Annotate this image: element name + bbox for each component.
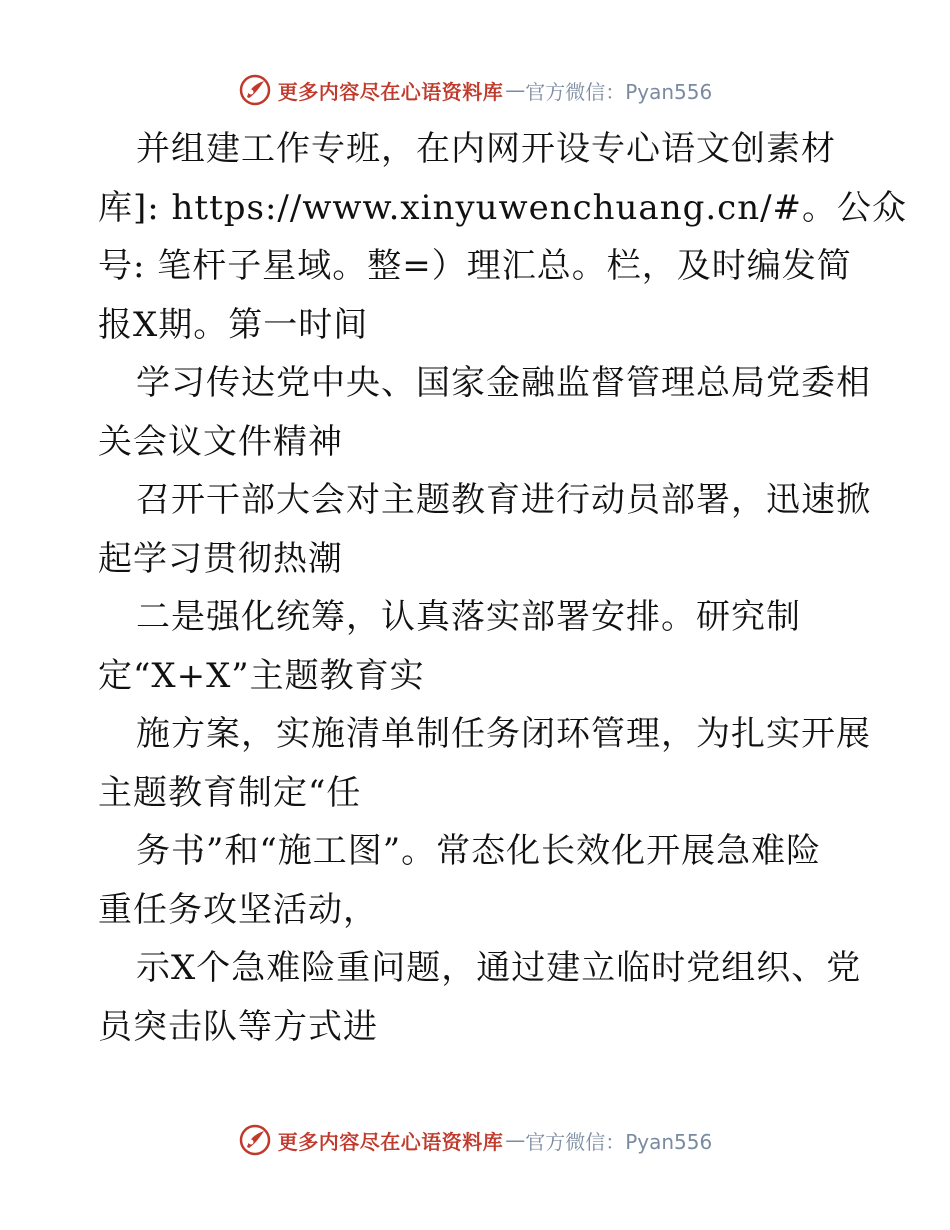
body-line: 起学习贯彻热潮	[98, 538, 343, 579]
header-banner	[0, 70, 950, 110]
body-line: 主题教育制定“任	[98, 772, 362, 813]
brand-logo-icon	[238, 1123, 272, 1157]
body-line: 员突击队等方式进	[98, 1006, 378, 1047]
header-wechat-text: 官方微信：Pyan556	[525, 79, 713, 104]
body-line: 并组建工作专班，在内网开设专心语文创素材	[136, 129, 836, 169]
body-line: 定“X+X”主题教育实	[98, 655, 425, 696]
footer-wechat-text: 官方微信：Pyan556	[525, 1129, 713, 1154]
body-line: 重任务攻坚活动，	[98, 889, 378, 930]
body-line: 学习传达党中央、国家金融监督管理总局党委相	[136, 363, 871, 403]
body-line: 务书”和“施工图”。常态化长效化开展急难险	[136, 831, 822, 871]
body-line: 报X期。第一时间	[98, 304, 369, 345]
document-body	[98, 120, 908, 1056]
footer-banner	[0, 1120, 950, 1160]
header-promo-text: 更多内容尽在心语资料库	[277, 79, 504, 104]
body-line: 示X个急难险重问题，通过建立临时党组织、党	[136, 948, 862, 988]
footer-promo-text: 更多内容尽在心语资料库	[277, 1129, 504, 1154]
body-line: 号: 笔杆子星域。整=）理汇总。栏，及时编发简	[98, 246, 852, 286]
body-line: 库]: https://www.xinyuwenchuang.cn/#。公众	[98, 187, 908, 228]
header-separator: —	[505, 78, 526, 102]
body-line: 二是强化统筹，认真落实部署安排。研究制	[136, 597, 801, 637]
footer-separator: —	[505, 1128, 526, 1152]
body-line: 关会议文件精神	[98, 421, 343, 462]
body-line: 施方案，实施清单制任务闭环管理，为扎实开展	[136, 714, 871, 754]
body-line: 召开干部大会对主题教育进行动员部署，迅速掀	[136, 480, 871, 520]
brand-logo-icon	[238, 73, 272, 107]
